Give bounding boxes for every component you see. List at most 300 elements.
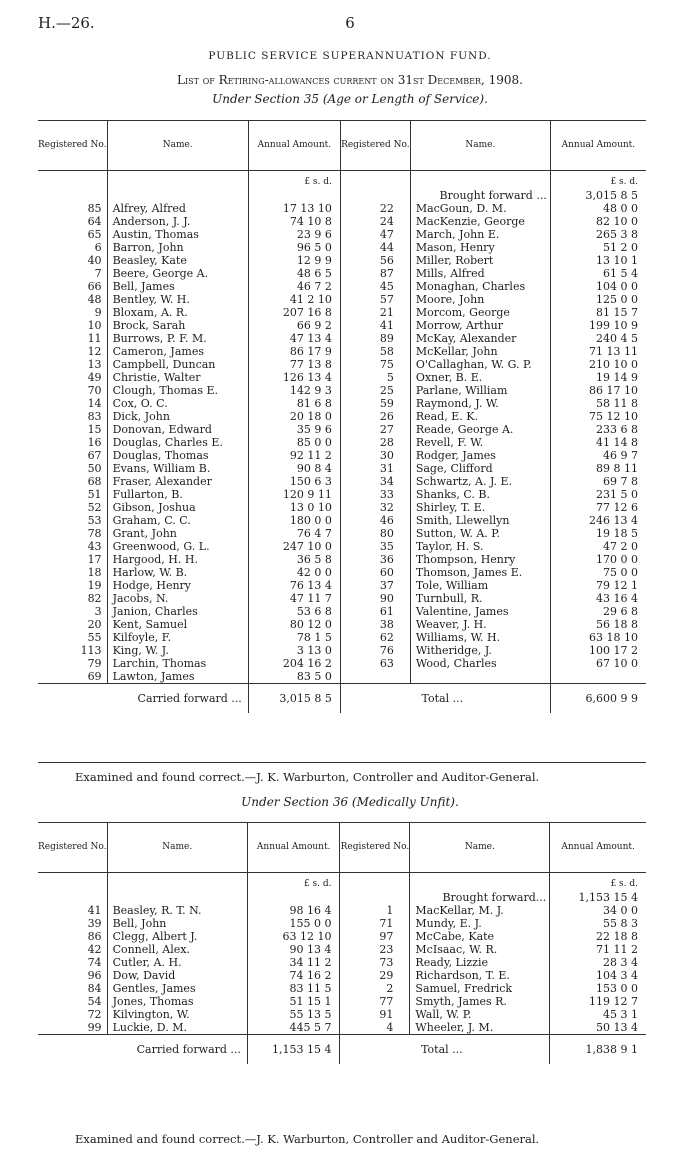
pensioner-name: Raymond, J. W.	[415, 396, 499, 410]
registered-number: 35	[340, 540, 410, 553]
annual-amount: 66 9 2	[248, 319, 340, 332]
registered-number: 83	[38, 410, 107, 423]
annual-amount: 75 12 10	[550, 410, 646, 423]
annual-amount: 13 10 1	[550, 254, 646, 267]
cell-empty	[550, 670, 646, 684]
pensioner-name: Thompson, Henry	[415, 552, 516, 566]
registered-number: 90	[340, 592, 410, 605]
pensioner-name: Hodge, Henry	[112, 578, 192, 592]
table-row	[38, 319, 646, 332]
annual-amount: 83 5 0	[248, 670, 340, 684]
currency-units: £ s. d.	[247, 873, 340, 891]
pensioner-name: Sage, Clifford	[415, 461, 493, 475]
cell-empty	[247, 891, 340, 904]
registered-number: 56	[340, 254, 410, 267]
annual-amount: 77 13 8	[248, 358, 340, 371]
annual-amount: 199 10 9	[550, 319, 646, 332]
annual-amount: 35 9 6	[248, 423, 340, 436]
pensioner-name: Ready, Lizzie	[415, 955, 489, 969]
registered-number: 66	[38, 280, 107, 293]
section-36-table	[38, 822, 646, 1064]
registered-number: 69	[38, 670, 107, 684]
cell-empty	[248, 189, 340, 202]
cell-empty	[38, 189, 107, 202]
annual-amount: 61 5 4	[550, 267, 646, 280]
table-row	[38, 436, 646, 449]
pensioner-name: Oxner, B. E.	[415, 370, 483, 384]
annual-amount: 43 16 4	[550, 592, 646, 605]
registered-number: 19	[38, 579, 107, 592]
pensioner-name: Gentles, James	[112, 981, 196, 995]
annual-amount: 42 0 0	[248, 566, 340, 579]
pensioner-name: Clough, Thomas E.	[112, 383, 219, 397]
annual-amount: 58 11 8	[550, 397, 646, 410]
table-row	[38, 904, 646, 917]
registered-number: 62	[340, 631, 410, 644]
registered-number: 33	[340, 488, 410, 501]
pensioner-name: Lawton, James	[112, 669, 195, 683]
registered-number: 57	[340, 293, 410, 306]
table-row	[38, 410, 646, 423]
registered-number: 65	[38, 228, 107, 241]
annual-amount: 98 16 4	[247, 904, 340, 917]
pensioner-name: Smith, Llewellyn	[415, 513, 510, 527]
registered-number: 60	[340, 566, 410, 579]
annual-amount: 153 0 0	[550, 982, 646, 995]
pensioner-name: March, John E.	[415, 227, 500, 241]
totals-row	[38, 683, 646, 713]
table-row	[38, 488, 646, 501]
registered-number: 31	[340, 462, 410, 475]
pensioner-name: Austin, Thomas	[112, 227, 199, 241]
registered-number: 6	[38, 241, 107, 254]
registered-number: 1	[340, 904, 410, 917]
pensioner-name: O'Callaghan, W. G. P.	[415, 357, 532, 371]
pensioner-name: Brock, Sarah	[112, 318, 186, 332]
pensioner-name: Morrow, Arthur	[415, 318, 504, 332]
registered-number: 97	[340, 930, 410, 943]
table-row	[38, 345, 646, 358]
registered-number: 47	[340, 228, 410, 241]
table-row	[38, 475, 646, 488]
annual-amount: 50 13 4	[550, 1021, 646, 1035]
registered-number: 5	[340, 371, 410, 384]
annual-amount: 86 17 10	[550, 384, 646, 397]
pensioner-name: Fraser, Alexander	[112, 474, 212, 488]
registered-number: 68	[38, 475, 107, 488]
pensioner-name: Mills, Alfred	[415, 266, 485, 280]
pensioner-name: Beasley, R. T. N.	[112, 903, 202, 917]
cell-empty	[107, 873, 247, 891]
pensioner-name: McKellar, John	[415, 344, 498, 358]
registered-number: 67	[38, 449, 107, 462]
pensioner-name: Grant, John	[112, 526, 177, 540]
registered-number: 16	[38, 436, 107, 449]
col-header-registered-no: Registered No.	[340, 823, 410, 873]
registered-number: 78	[38, 527, 107, 540]
cell-empty	[107, 171, 248, 189]
annual-amount: 63 18 10	[550, 631, 646, 644]
table-row	[38, 449, 646, 462]
annual-amount: 125 0 0	[550, 293, 646, 306]
table-row	[38, 202, 646, 215]
fund-title: PUBLIC SERVICE SUPERANNUATION FUND.	[208, 50, 492, 62]
registered-number: 82	[38, 592, 107, 605]
table-row	[38, 917, 646, 930]
annual-amount: 20 18 0	[248, 410, 340, 423]
pensioner-name: Richardson, T. E.	[415, 968, 510, 982]
units-row	[38, 873, 646, 891]
pensioner-name: Moore, John	[415, 292, 485, 306]
registered-number: 64	[38, 215, 107, 228]
annual-amount: 67 10 0	[550, 657, 646, 670]
pensioner-name: Beere, George A.	[112, 266, 209, 280]
registered-number: 43	[38, 540, 107, 553]
registered-number: 12	[38, 345, 107, 358]
brought-forward-amount: 3,015 8 5	[550, 189, 646, 202]
registered-number: 84	[38, 982, 107, 995]
cell-empty	[340, 189, 410, 202]
table-row	[38, 371, 646, 384]
col-header-annual-amount: Annual Amount.	[550, 121, 646, 171]
registered-number: 53	[38, 514, 107, 527]
registered-number: 85	[38, 202, 107, 215]
registered-number: 58	[340, 345, 410, 358]
registered-number: 24	[340, 215, 410, 228]
total-amount: 1,838 9 1	[550, 1034, 646, 1064]
pensioner-name: Cutler, A. H.	[112, 955, 182, 969]
annual-amount: 56 18 8	[550, 618, 646, 631]
registered-number: 49	[38, 371, 107, 384]
pensioner-name: Bentley, W. H.	[112, 292, 190, 306]
registered-number: 40	[38, 254, 107, 267]
annual-amount: 48 0 0	[550, 202, 646, 215]
pensioner-name: MacKellar, M. J.	[415, 903, 504, 917]
annual-amount: 22 18 8	[550, 930, 646, 943]
annual-amount: 247 10 0	[248, 540, 340, 553]
annual-amount: 3 13 0	[248, 644, 340, 657]
section-36-title: Under Section 36 (Medically Unfit).	[241, 795, 459, 809]
annual-amount: 81 15 7	[550, 306, 646, 319]
brought-forward-row	[38, 189, 646, 202]
table-row	[38, 930, 646, 943]
section-35-title: Under Section 35 (Age or Length of Service).	[212, 92, 488, 106]
annual-amount: 53 6 8	[248, 605, 340, 618]
pensioner-name: Smyth, James R.	[415, 994, 507, 1008]
table-row	[38, 228, 646, 241]
annual-amount: 90 8 4	[248, 462, 340, 475]
carried-forward-label: Carried forward ...	[38, 1034, 247, 1064]
total-label: Total ...	[340, 1034, 550, 1064]
registered-number: 80	[340, 527, 410, 540]
table-row	[38, 943, 646, 956]
annual-amount: 19 18 5	[550, 527, 646, 540]
annual-amount: 29 6 8	[550, 605, 646, 618]
registered-number: 7	[38, 267, 107, 280]
pensioner-name: Tole, William	[415, 578, 489, 592]
registered-number: 3	[38, 605, 107, 618]
cell-empty	[107, 891, 247, 904]
registered-number: 44	[340, 241, 410, 254]
pensioner-name: Wheeler, J. M.	[415, 1020, 494, 1034]
registered-number: 2	[340, 982, 410, 995]
cell-empty	[410, 670, 550, 684]
pensioner-name: Bloxam, A. R.	[112, 305, 188, 319]
registered-number: 72	[38, 1008, 107, 1021]
col-header-registered-no: Registered No.	[340, 121, 410, 171]
pensioner-name: Schwartz, A. J. E.	[415, 474, 513, 488]
pensioner-name: McKay, Alexander	[415, 331, 517, 345]
currency-units: £ s. d.	[550, 873, 646, 891]
annual-amount: 71 13 11	[550, 345, 646, 358]
annual-amount: 85 0 0	[248, 436, 340, 449]
table-row	[38, 397, 646, 410]
registered-number: 20	[38, 618, 107, 631]
pensioner-name: Fullarton, B.	[112, 487, 183, 501]
brought-forward-label: Brought forward ...	[439, 188, 547, 202]
registered-number: 17	[38, 553, 107, 566]
annual-amount: 155 0 0	[247, 917, 340, 930]
pensioner-name: Mundy, E. J.	[415, 916, 482, 930]
annual-amount: 78 1 5	[248, 631, 340, 644]
annual-amount: 45 3 1	[550, 1008, 646, 1021]
registered-number: 23	[340, 943, 410, 956]
pensioner-name: Sutton, W. A. P.	[415, 526, 500, 540]
table-row	[38, 969, 646, 982]
pensioner-name: Wall, W. P.	[415, 1007, 472, 1021]
registered-number: 9	[38, 306, 107, 319]
pensioner-name: Williams, W. H.	[415, 630, 501, 644]
brought-forward-amount: 1,153 15 4	[550, 891, 646, 904]
annual-amount: 96 5 0	[248, 241, 340, 254]
col-header-annual-amount: Annual Amount.	[248, 121, 340, 171]
annual-amount: 231 5 0	[550, 488, 646, 501]
pensioner-name: Graham, C. C.	[112, 513, 191, 527]
registered-number: 22	[340, 202, 410, 215]
table-row	[38, 618, 646, 631]
registered-number: 52	[38, 501, 107, 514]
annual-amount: 104 0 0	[550, 280, 646, 293]
annual-amount: 76 13 4	[248, 579, 340, 592]
brought-forward-label: Brought forward...	[442, 890, 547, 904]
registered-number: 59	[340, 397, 410, 410]
pensioner-name: MacKenzie, George	[415, 214, 525, 228]
registered-number: 71	[340, 917, 410, 930]
table-row	[38, 215, 646, 228]
pensioner-name: McCabe, Kate	[415, 929, 495, 943]
table-row	[38, 605, 646, 618]
pensioner-name: Clegg, Albert J.	[112, 929, 198, 943]
annual-amount: 445 5 7	[247, 1021, 340, 1035]
registered-number: 15	[38, 423, 107, 436]
total-label: Total ...	[340, 683, 550, 713]
annual-amount: 207 16 8	[248, 306, 340, 319]
carried-forward-label: Carried forward ...	[38, 683, 248, 713]
annual-amount: 126 13 4	[248, 371, 340, 384]
cell-empty	[38, 171, 107, 189]
table-row	[38, 332, 646, 345]
pensioner-name: Kilvington, W.	[112, 1007, 190, 1021]
registered-number: 25	[340, 384, 410, 397]
pensioner-name: Douglas, Charles E.	[112, 435, 223, 449]
annual-amount: 119 12 7	[550, 995, 646, 1008]
table-row	[38, 566, 646, 579]
annual-amount: 23 9 6	[248, 228, 340, 241]
annual-amount: 100 17 2	[550, 644, 646, 657]
registered-number: 91	[340, 1008, 410, 1021]
annual-amount: 74 16 2	[247, 969, 340, 982]
cell-empty	[340, 670, 410, 684]
pensioner-name: Burrows, P. F. M.	[112, 331, 207, 345]
annual-amount: 34 11 2	[247, 956, 340, 969]
cell-empty	[340, 873, 410, 891]
pensioner-name: Parlane, William	[415, 383, 508, 397]
col-header-name: Name.	[107, 823, 247, 873]
pensioner-name: Luckie, D. M.	[112, 1020, 187, 1034]
pensioner-name: Mason, Henry	[415, 240, 495, 254]
annual-amount: 69 7 8	[550, 475, 646, 488]
annual-amount: 41 2 10	[248, 293, 340, 306]
annual-amount: 55 13 5	[247, 1008, 340, 1021]
table-row	[38, 306, 646, 319]
pensioner-name: Rodger, James	[415, 448, 496, 462]
examined-statement: Examined and found correct.—J. K. Warburton, Controller and Auditor-General.	[75, 1132, 540, 1146]
registered-number: 75	[340, 358, 410, 371]
pensioner-name: Larchin, Thomas	[112, 656, 207, 670]
annual-amount: 120 9 11	[248, 488, 340, 501]
table-row	[38, 241, 646, 254]
pensioner-name: Cameron, James	[112, 344, 204, 358]
registered-number: 55	[38, 631, 107, 644]
registered-number: 61	[340, 605, 410, 618]
pensioner-name: Shirley, T. E.	[415, 500, 486, 514]
pensioner-name: Weaver, J. H.	[415, 617, 487, 631]
annual-amount: 28 3 4	[550, 956, 646, 969]
pensioner-name: Dow, David	[112, 968, 176, 982]
annual-amount: 17 13 10	[248, 202, 340, 215]
pensioner-name: Beasley, Kate	[112, 253, 187, 267]
annual-amount: 92 11 2	[248, 449, 340, 462]
annual-amount: 180 0 0	[248, 514, 340, 527]
pensioner-name: Kent, Samuel	[112, 617, 188, 631]
cell-empty	[410, 171, 550, 189]
annual-amount: 51 15 1	[247, 995, 340, 1008]
pensioner-name: Connell, Alex.	[112, 942, 190, 956]
pensioner-name: MacGoun, D. M.	[415, 201, 507, 215]
registered-number: 37	[340, 579, 410, 592]
registered-number: 36	[340, 553, 410, 566]
registered-number: 79	[38, 657, 107, 670]
pensioner-name: Barron, John	[112, 240, 184, 254]
annual-amount: 36 5 8	[248, 553, 340, 566]
pensioner-name: Valentine, James	[415, 604, 509, 618]
pensioner-name: Jones, Thomas	[112, 994, 194, 1008]
registered-number: 87	[340, 267, 410, 280]
table-row	[38, 423, 646, 436]
registered-number: 74	[38, 956, 107, 969]
annual-amount: 86 17 9	[248, 345, 340, 358]
registered-number: 41	[340, 319, 410, 332]
registered-number: 11	[38, 332, 107, 345]
registered-number: 48	[38, 293, 107, 306]
registered-number: 10	[38, 319, 107, 332]
cell-empty	[38, 891, 107, 904]
annual-amount: 104 3 4	[550, 969, 646, 982]
annual-amount: 51 2 0	[550, 241, 646, 254]
annual-amount: 75 0 0	[550, 566, 646, 579]
annual-amount: 41 14 8	[550, 436, 646, 449]
pensioner-name: Dick, John	[112, 409, 170, 423]
table-row	[38, 280, 646, 293]
registered-number: 13	[38, 358, 107, 371]
col-header-annual-amount: Annual Amount.	[550, 823, 646, 873]
cell-empty	[410, 873, 550, 891]
registered-number: 70	[38, 384, 107, 397]
table-row	[38, 657, 646, 670]
pensioner-name: Miller, Robert	[415, 253, 494, 267]
annual-amount: 80 12 0	[248, 618, 340, 631]
annual-amount: 89 8 11	[550, 462, 646, 475]
table-row	[38, 644, 646, 657]
table-row	[38, 384, 646, 397]
annual-amount: 47 2 0	[550, 540, 646, 553]
carried-forward-amount: 1,153 15 4	[247, 1034, 340, 1064]
pensioner-name: Donovan, Edward	[112, 422, 212, 436]
annual-amount: 19 14 9	[550, 371, 646, 384]
registered-number: 51	[38, 488, 107, 501]
page-number: 6	[345, 14, 355, 32]
registered-number: 46	[340, 514, 410, 527]
pensioner-name: Taylor, H. S.	[415, 539, 484, 553]
annual-amount: 47 11 7	[248, 592, 340, 605]
registered-number: 28	[340, 436, 410, 449]
registered-number: 26	[340, 410, 410, 423]
total-amount: 6,600 9 9	[550, 683, 646, 713]
annual-amount: 90 13 4	[247, 943, 340, 956]
currency-units: £ s. d.	[248, 171, 340, 189]
registered-number: 32	[340, 501, 410, 514]
table-row	[38, 527, 646, 540]
cell-empty	[340, 171, 410, 189]
registered-number: 77	[340, 995, 410, 1008]
annual-amount: 79 12 1	[550, 579, 646, 592]
registered-number: 89	[340, 332, 410, 345]
annual-amount: 47 13 4	[248, 332, 340, 345]
currency-units: £ s. d.	[550, 171, 646, 189]
col-header-registered-no: Registered No.	[38, 823, 107, 873]
pensioner-name: Anderson, J. J.	[112, 214, 191, 228]
annual-amount: 48 6 5	[248, 267, 340, 280]
pensioner-name: Monaghan, Charles	[415, 279, 526, 293]
annual-amount: 55 8 3	[550, 917, 646, 930]
examined-statement: Examined and found correct.—J. K. Warburton, Controller and Auditor-General.	[75, 770, 540, 784]
table-row	[38, 501, 646, 514]
annual-amount: 170 0 0	[550, 553, 646, 566]
table-row	[38, 293, 646, 306]
annual-amount: 46 9 7	[550, 449, 646, 462]
pensioner-name: Thomson, James E.	[415, 565, 523, 579]
registered-number: 27	[340, 423, 410, 436]
annual-amount: 81 6 8	[248, 397, 340, 410]
annual-amount: 204 16 2	[248, 657, 340, 670]
pensioner-name: Bell, John	[112, 916, 167, 930]
annual-amount: 46 7 2	[248, 280, 340, 293]
annual-amount: 150 6 3	[248, 475, 340, 488]
table-row	[38, 1021, 646, 1035]
brought-forward-row	[38, 891, 646, 904]
pensioner-name: Samuel, Fredrick	[415, 981, 513, 995]
table-row	[38, 514, 646, 527]
